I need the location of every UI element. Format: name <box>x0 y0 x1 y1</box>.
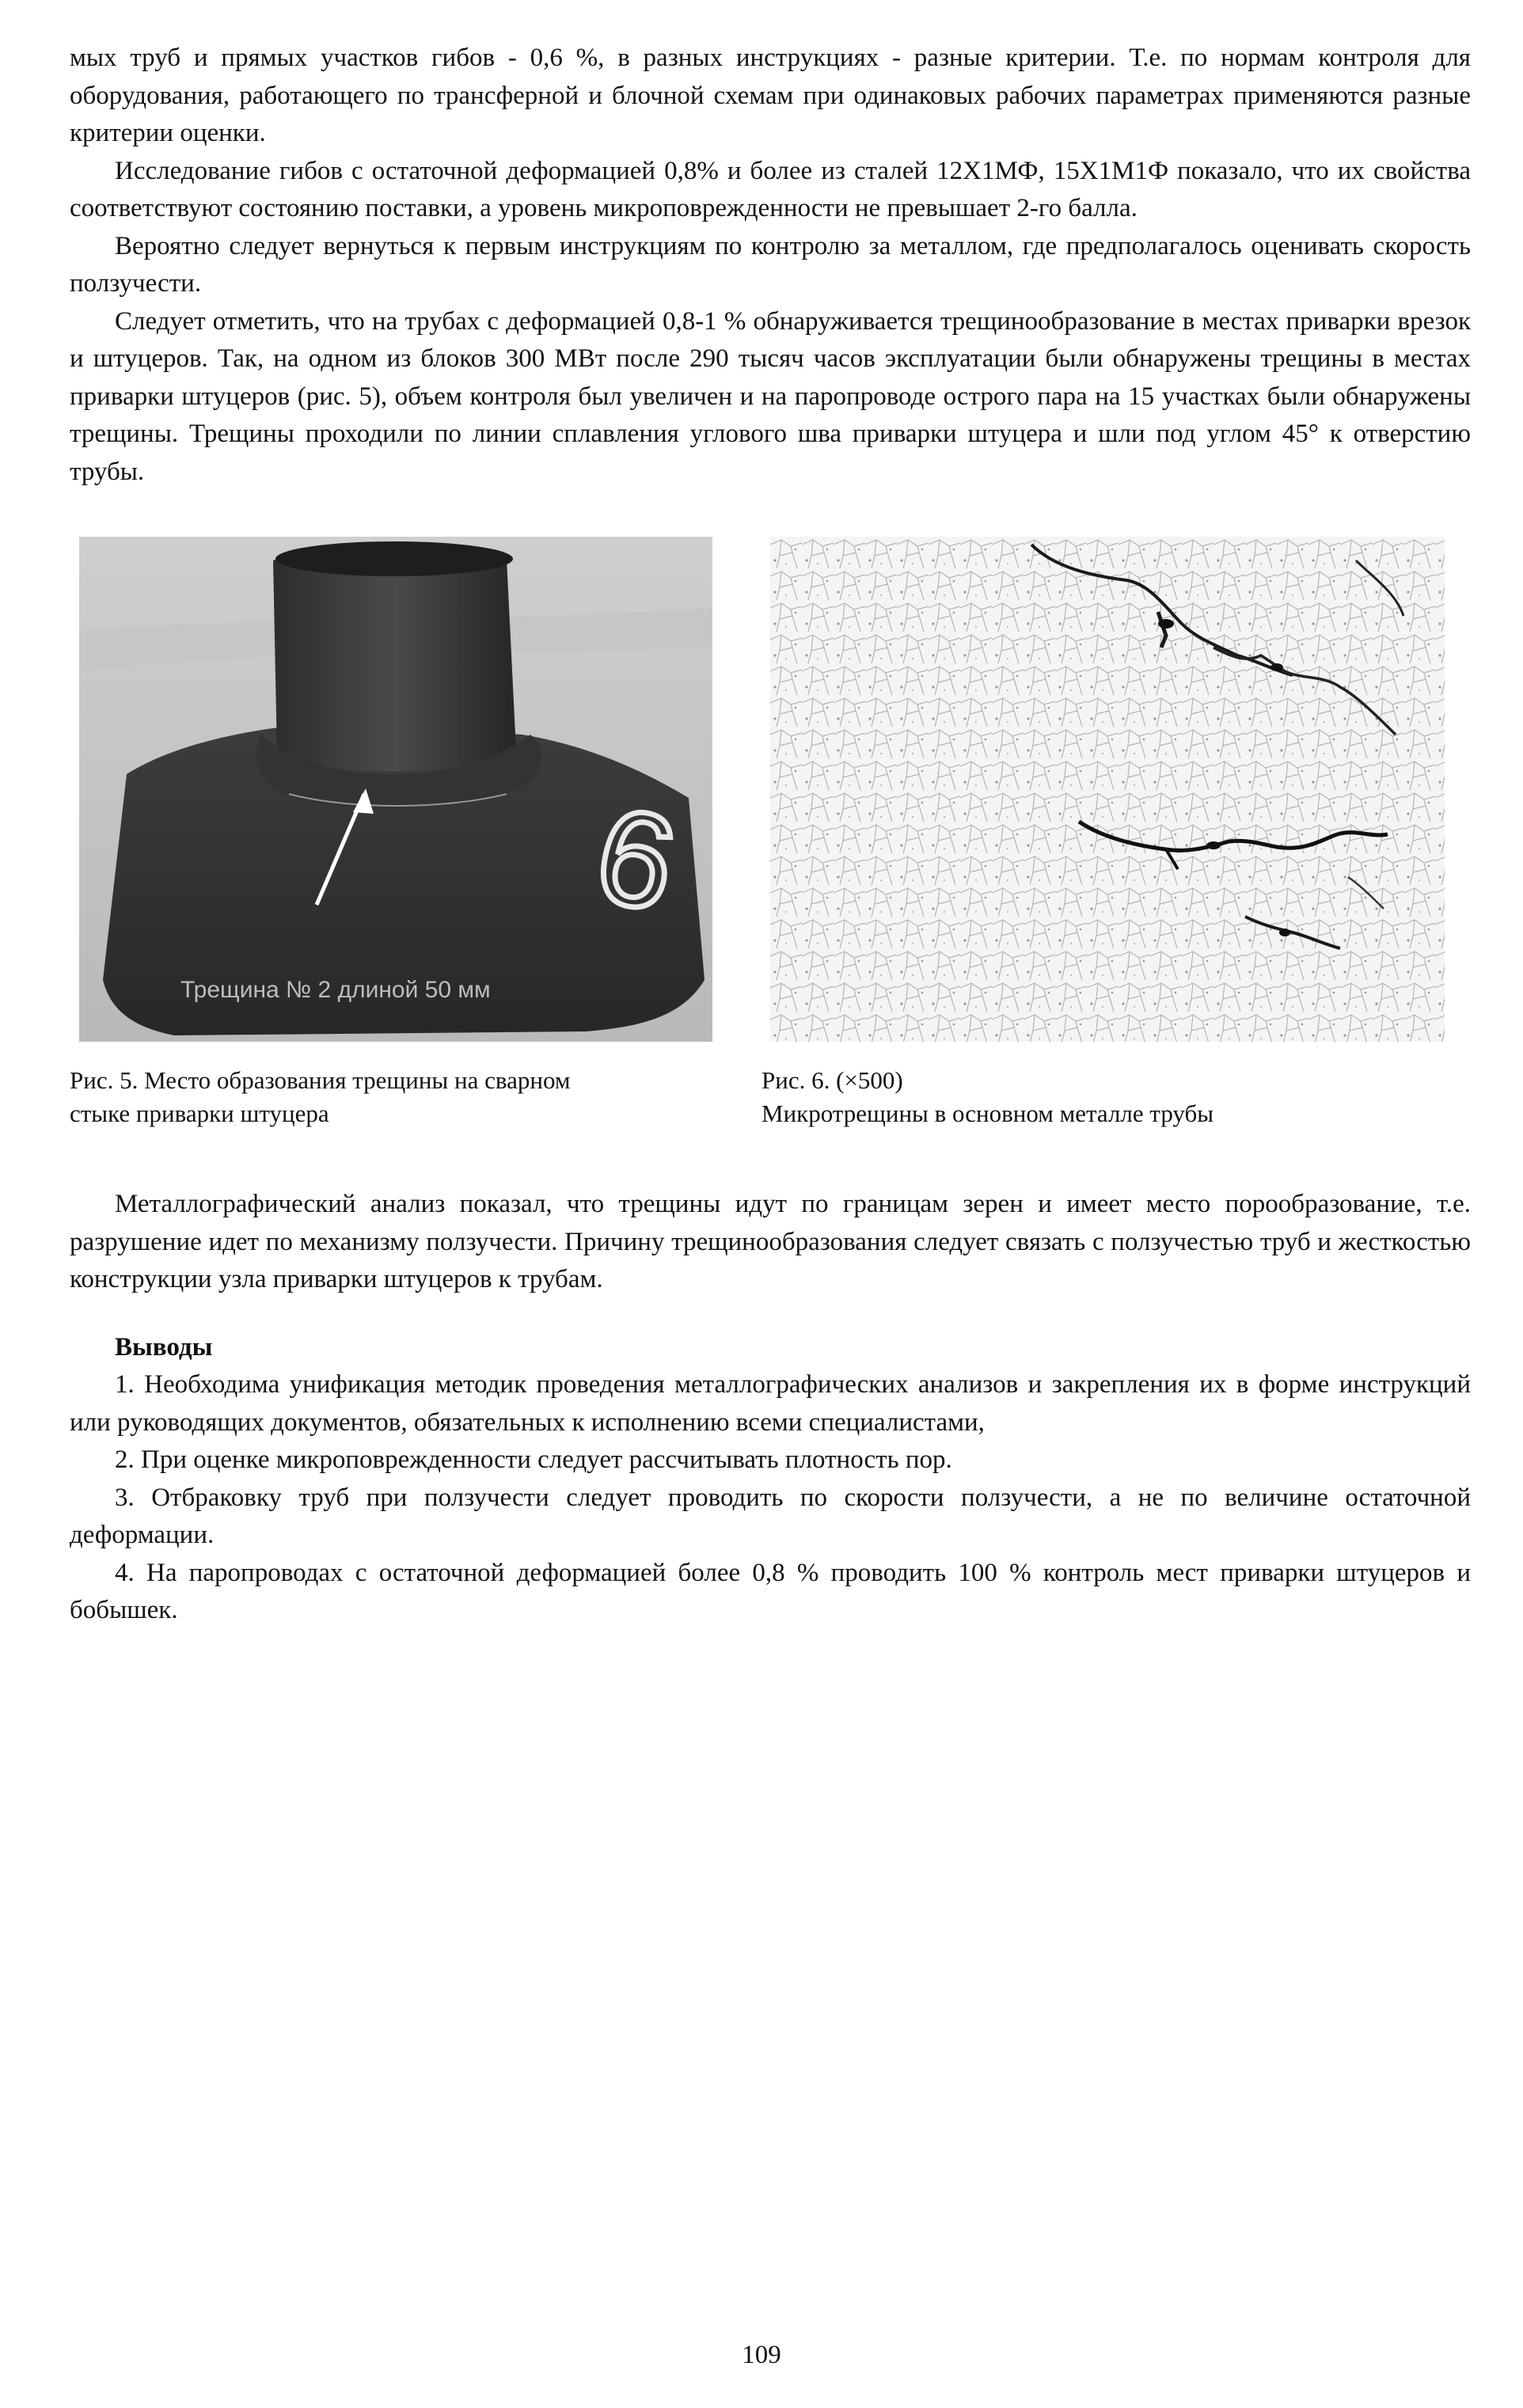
photo-marking: 6 <box>583 778 689 941</box>
figure5-caption-line1: Рис. 5. Место образования трещины на сварном <box>70 1066 571 1094</box>
paragraph-continuation: мых труб и прямых участков гибов - 0,6 %, в разных инструкциях - разные критерии. Т.е. по нормам контроля для оборудования, работающего по трансферной и блочной схемам при одинаковых рабочих параметрах применяются разные критерии оценки. <box>70 44 1471 147</box>
conclusion-item-2: 2. При оценке микроповрежденности следует рассчитывать плотность пор. <box>115 1445 952 1474</box>
conclusion-item-1: 1. Необходима унификация методик проведения металлографических анализов и закрепления их в форме инструкций или руководящих документов, обязательных к исполнению всеми специалистами, <box>70 1370 1471 1437</box>
paragraph-bends-study: Исследование гибов с остаточной деформацией 0,8% и более из сталей 12Х1МФ, 15Х1М1Ф показало, что их свойства соответствуют состоянию поставки, а уровень микроповрежденности не превышает 2-го балла. <box>70 156 1471 222</box>
figure5-caption-line2: стыке приварки штуцера <box>70 1100 329 1127</box>
paragraph-metallographic-analysis: Металлографический анализ показал, что трещины идут по границам зерен и имеет место порообразование, т.е. разрушение идет по механизму ползучести. Причину трещинообразования следует связать с ползучестью труб и жесткостью конструкции узла приварки штуцеров к трубам. <box>70 1190 1471 1293</box>
figure6-caption-line1: Рис. 6. (×500) <box>762 1066 903 1094</box>
conclusion-item-3: 3. Отбраковку труб при ползучести следует проводить по скорости ползучести, а не по величине остаточной деформации. <box>70 1483 1471 1549</box>
figures-row <box>70 537 1471 1186</box>
page-number: 109 <box>742 2341 781 2369</box>
figure6-caption <box>762 1064 1442 1130</box>
fitting-photo-drawing <box>79 537 712 1042</box>
conclusion-item-4: 4. На паропроводах с остаточной деформацией более 0,8 % проводить 100 % контроль мест приварки штуцеров и бобышек. <box>70 1558 1471 1624</box>
micrograph-drawing <box>770 537 1445 1042</box>
document-page <box>70 40 1471 1630</box>
conclusions-heading: Выводы <box>115 1332 213 1362</box>
figure5-photo <box>79 537 712 1042</box>
figure5-caption <box>70 1064 719 1130</box>
paragraph-cracking: Следует отметить, что на трубах с деформацией 0,8-1 % обнаруживается трещинообразование в местах приварки врезок и штуцеров. Так, на одном из блоков 300 МВт после 290 тысяч часов эксплуатации были обнаружены трещины в местах приварки штуцеров (рис. 5), объем контроля был увеличен и на паропроводе острого пара на 15 участках были обнаружены трещины. Трещины проходили по линии сплавления углового шва приварки штуцера и шли под углом 45° к отверстию трубы. <box>70 306 1471 486</box>
photo-label: Трещина № 2 длиной 50 мм <box>180 977 491 1003</box>
figure6-caption-line2: Микротрещины в основном металле трубы <box>762 1100 1214 1127</box>
figure6-micrograph <box>770 537 1445 1042</box>
paragraph-creep-rate: Вероятно следует вернуться к первым инструкциям по контролю за металлом, где предполагалось оценивать скорость ползучести. <box>70 231 1471 298</box>
